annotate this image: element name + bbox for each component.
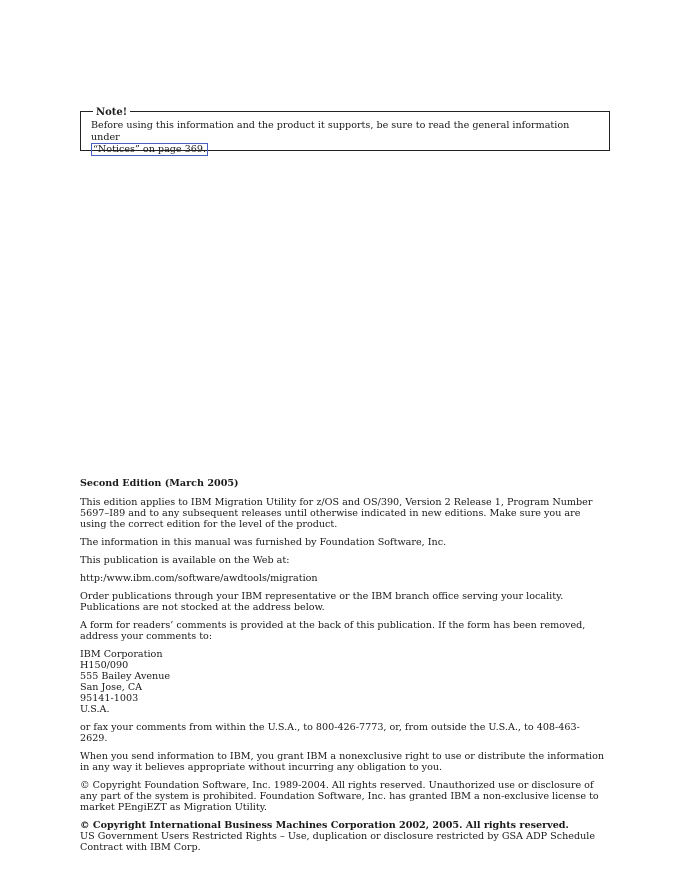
restricted-rights: US Government Users Restricted Rights – Use, duplication or disclosure restricted by GSA ADP Schedule Contract with IBM Corp. <box>80 831 596 853</box>
form-paragraph: A form for readers’ comments is provided at the back of this publication. If the form has been removed, address your comments to: <box>80 620 586 642</box>
note-box <box>80 107 610 155</box>
fax-paragraph: or fax your comments from within the U.S.A., to 800-426-7773, or, from outside the U.S.A., to 408-463-2629. <box>80 722 580 744</box>
address-line: 95141-1003 <box>80 693 139 704</box>
mailing-address <box>80 649 606 715</box>
edition-notice <box>80 478 606 860</box>
web-intro-paragraph: This publication is available on the Web at: <box>80 555 290 566</box>
rights-paragraph: When you send information to IBM, you grant IBM a nonexclusive right to use or distribute the information in any way it believes appropriate without incurring any obligation to you. <box>80 751 605 773</box>
address-line: H150/090 <box>80 660 129 671</box>
address-line: San Jose, CA <box>80 682 143 693</box>
ibm-copyright: © Copyright International Business Machines Corporation 2002, 2005. All rights reserved. <box>80 820 569 831</box>
address-line: IBM Corporation <box>80 649 163 660</box>
note-text: Before using this information and the product it supports, be sure to read the general information under <box>91 120 570 143</box>
note-title: Note! <box>93 107 130 118</box>
edition-applies-paragraph: This edition applies to IBM Migration Utility for z/OS and OS/390, Version 2 Release 1, Program Number 5697–I89 and to any subsequent releases until otherwise indicated in new editions. Make sure you are using the correct edition for the level of the product. <box>80 497 593 530</box>
foundation-copyright: © Copyright Foundation Software, Inc. 1989-2004. All rights reserved. Unauthorized use or disclosure of any part of the system is prohibited. Foundation Software, Inc. has granted IBM a non-exclusive license to market PEngiEZT as Migration Utility. <box>80 780 599 813</box>
note-body <box>91 120 601 156</box>
notices-link[interactable]: “Notices” on page 369. <box>93 144 207 155</box>
address-line: 555 Bailey Avenue <box>80 671 171 682</box>
order-paragraph: Order publications through your IBM representative or the IBM branch office serving your locality. Publications are not stocked at the address below. <box>80 591 564 613</box>
web-url: http:/www.ibm.com/software/awdtools/migration <box>80 573 318 584</box>
edition-heading: Second Edition (March 2005) <box>80 478 239 489</box>
furnished-paragraph: The information in this manual was furnished by Foundation Software, Inc. <box>80 537 447 548</box>
address-line: U.S.A. <box>80 704 110 715</box>
